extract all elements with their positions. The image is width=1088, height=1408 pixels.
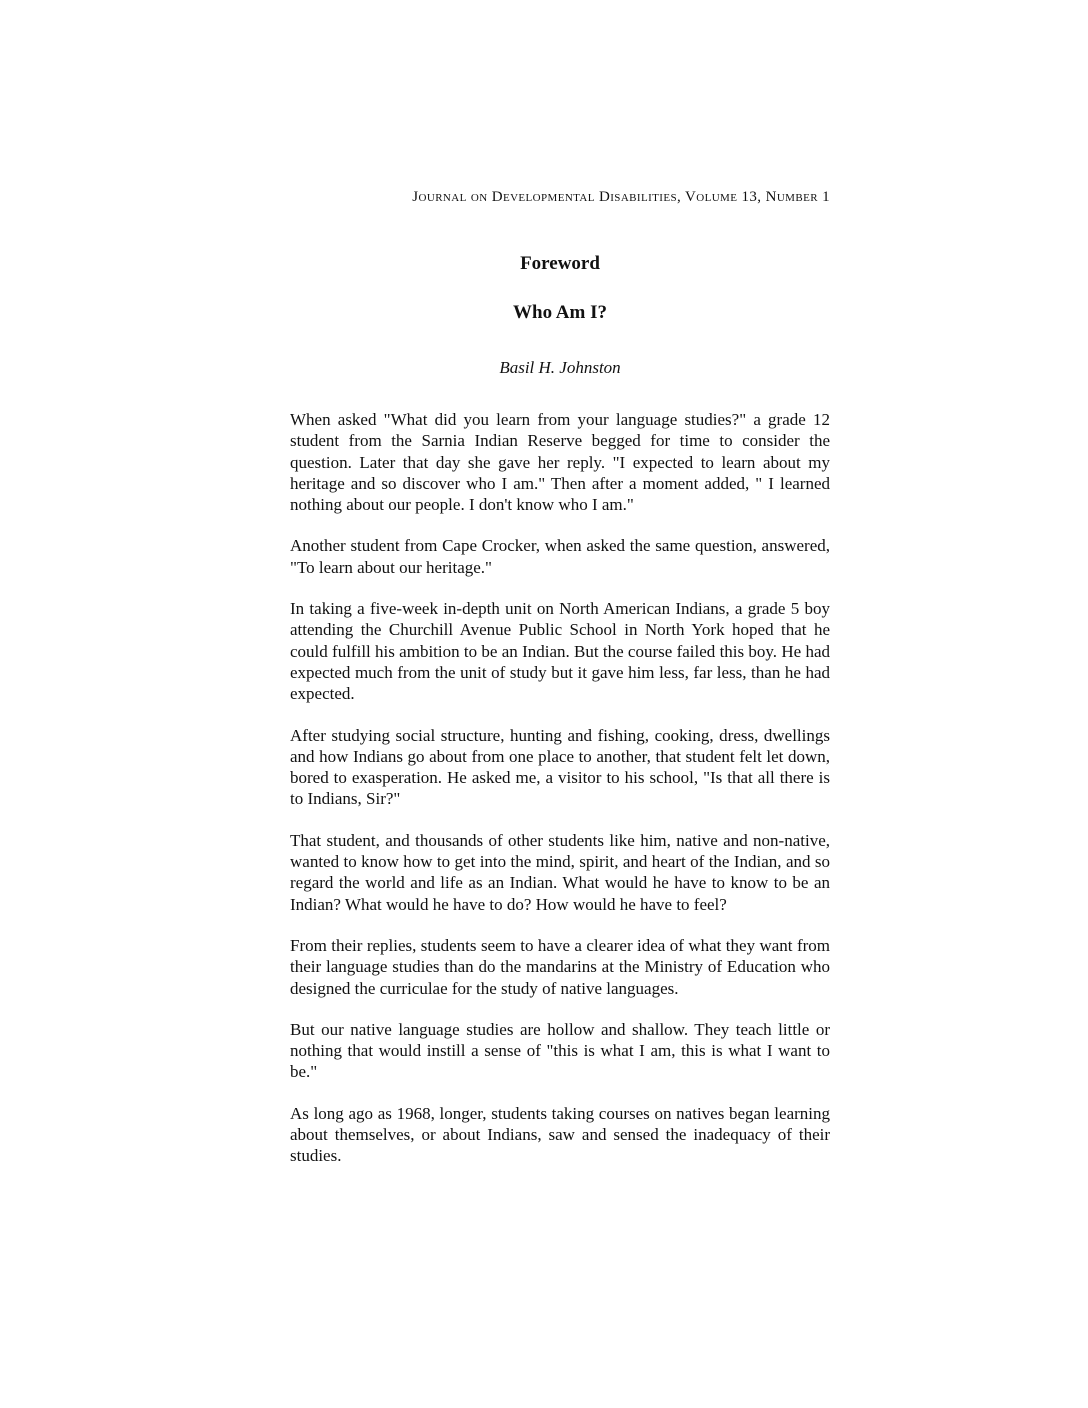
article-column [290,252,830,1187]
author-name: Basil H. Johnston [499,358,621,377]
paragraph-7: But our native language studies are hollow and shallow. They teach little or nothing that would instill a sense of "this is what I am, this is what I want to be." [290,1019,830,1082]
paragraph-8: As long ago as 1968, longer, students taking courses on natives began learning about themselves, or about Indians, saw and sensed the inadequacy of their studies. [290,1103,830,1166]
section-title: Foreword [520,253,600,274]
paragraph-5: That student, and thousands of other students like him, native and non-native, wanted to know how to get into the mind, spirit, and heart of the Indian, and so regard the world and life as an Indian. What would he have to know to be an Indian? What would he have to do? How would he have to feel? [290,830,830,914]
running-header: Journal on Developmental Disabilities, Volume 13, Number 1 [412,189,830,205]
paragraph-6: From their replies, students seem to have a clearer idea of what they want from their language studies than do the mandarins at the Ministry of Education who designed the curriculae for the study of native languages. [290,935,830,998]
article-body [290,409,830,1167]
paragraph-2: Another student from Cape Crocker, when asked the same question, answered, "To learn about our heritage." [290,536,830,577]
paragraph-4: After studying social structure, hunting and fishing, cooking, dress, dwellings and how Indians go about from one place to another, that student felt let down, bored to exasperation. He asked me, a visitor to his school, "Is that all there is to Indians, Sir?" [290,725,830,809]
article-title: Who Am I? [513,302,607,323]
paragraph-1: When asked "What did you learn from your language studies?" a grade 12 student from the Sarnia Indian Reserve begged for time to consider the question. Later that day she gave her reply. "I expected to learn about my heritage and so discover who I am." Then after a moment added, " I learned nothing about our people. I don't know who I am." [290,410,830,515]
paragraph-3: In taking a five-week in-depth unit on North American Indians, a grade 5 boy attending the Churchill Avenue Public School in North York hoped that he could fulfill his ambition to be an Indian. But the course failed this boy. He had expected much from the unit of study but it gave him less, far less, than he had expected. [290,599,830,704]
